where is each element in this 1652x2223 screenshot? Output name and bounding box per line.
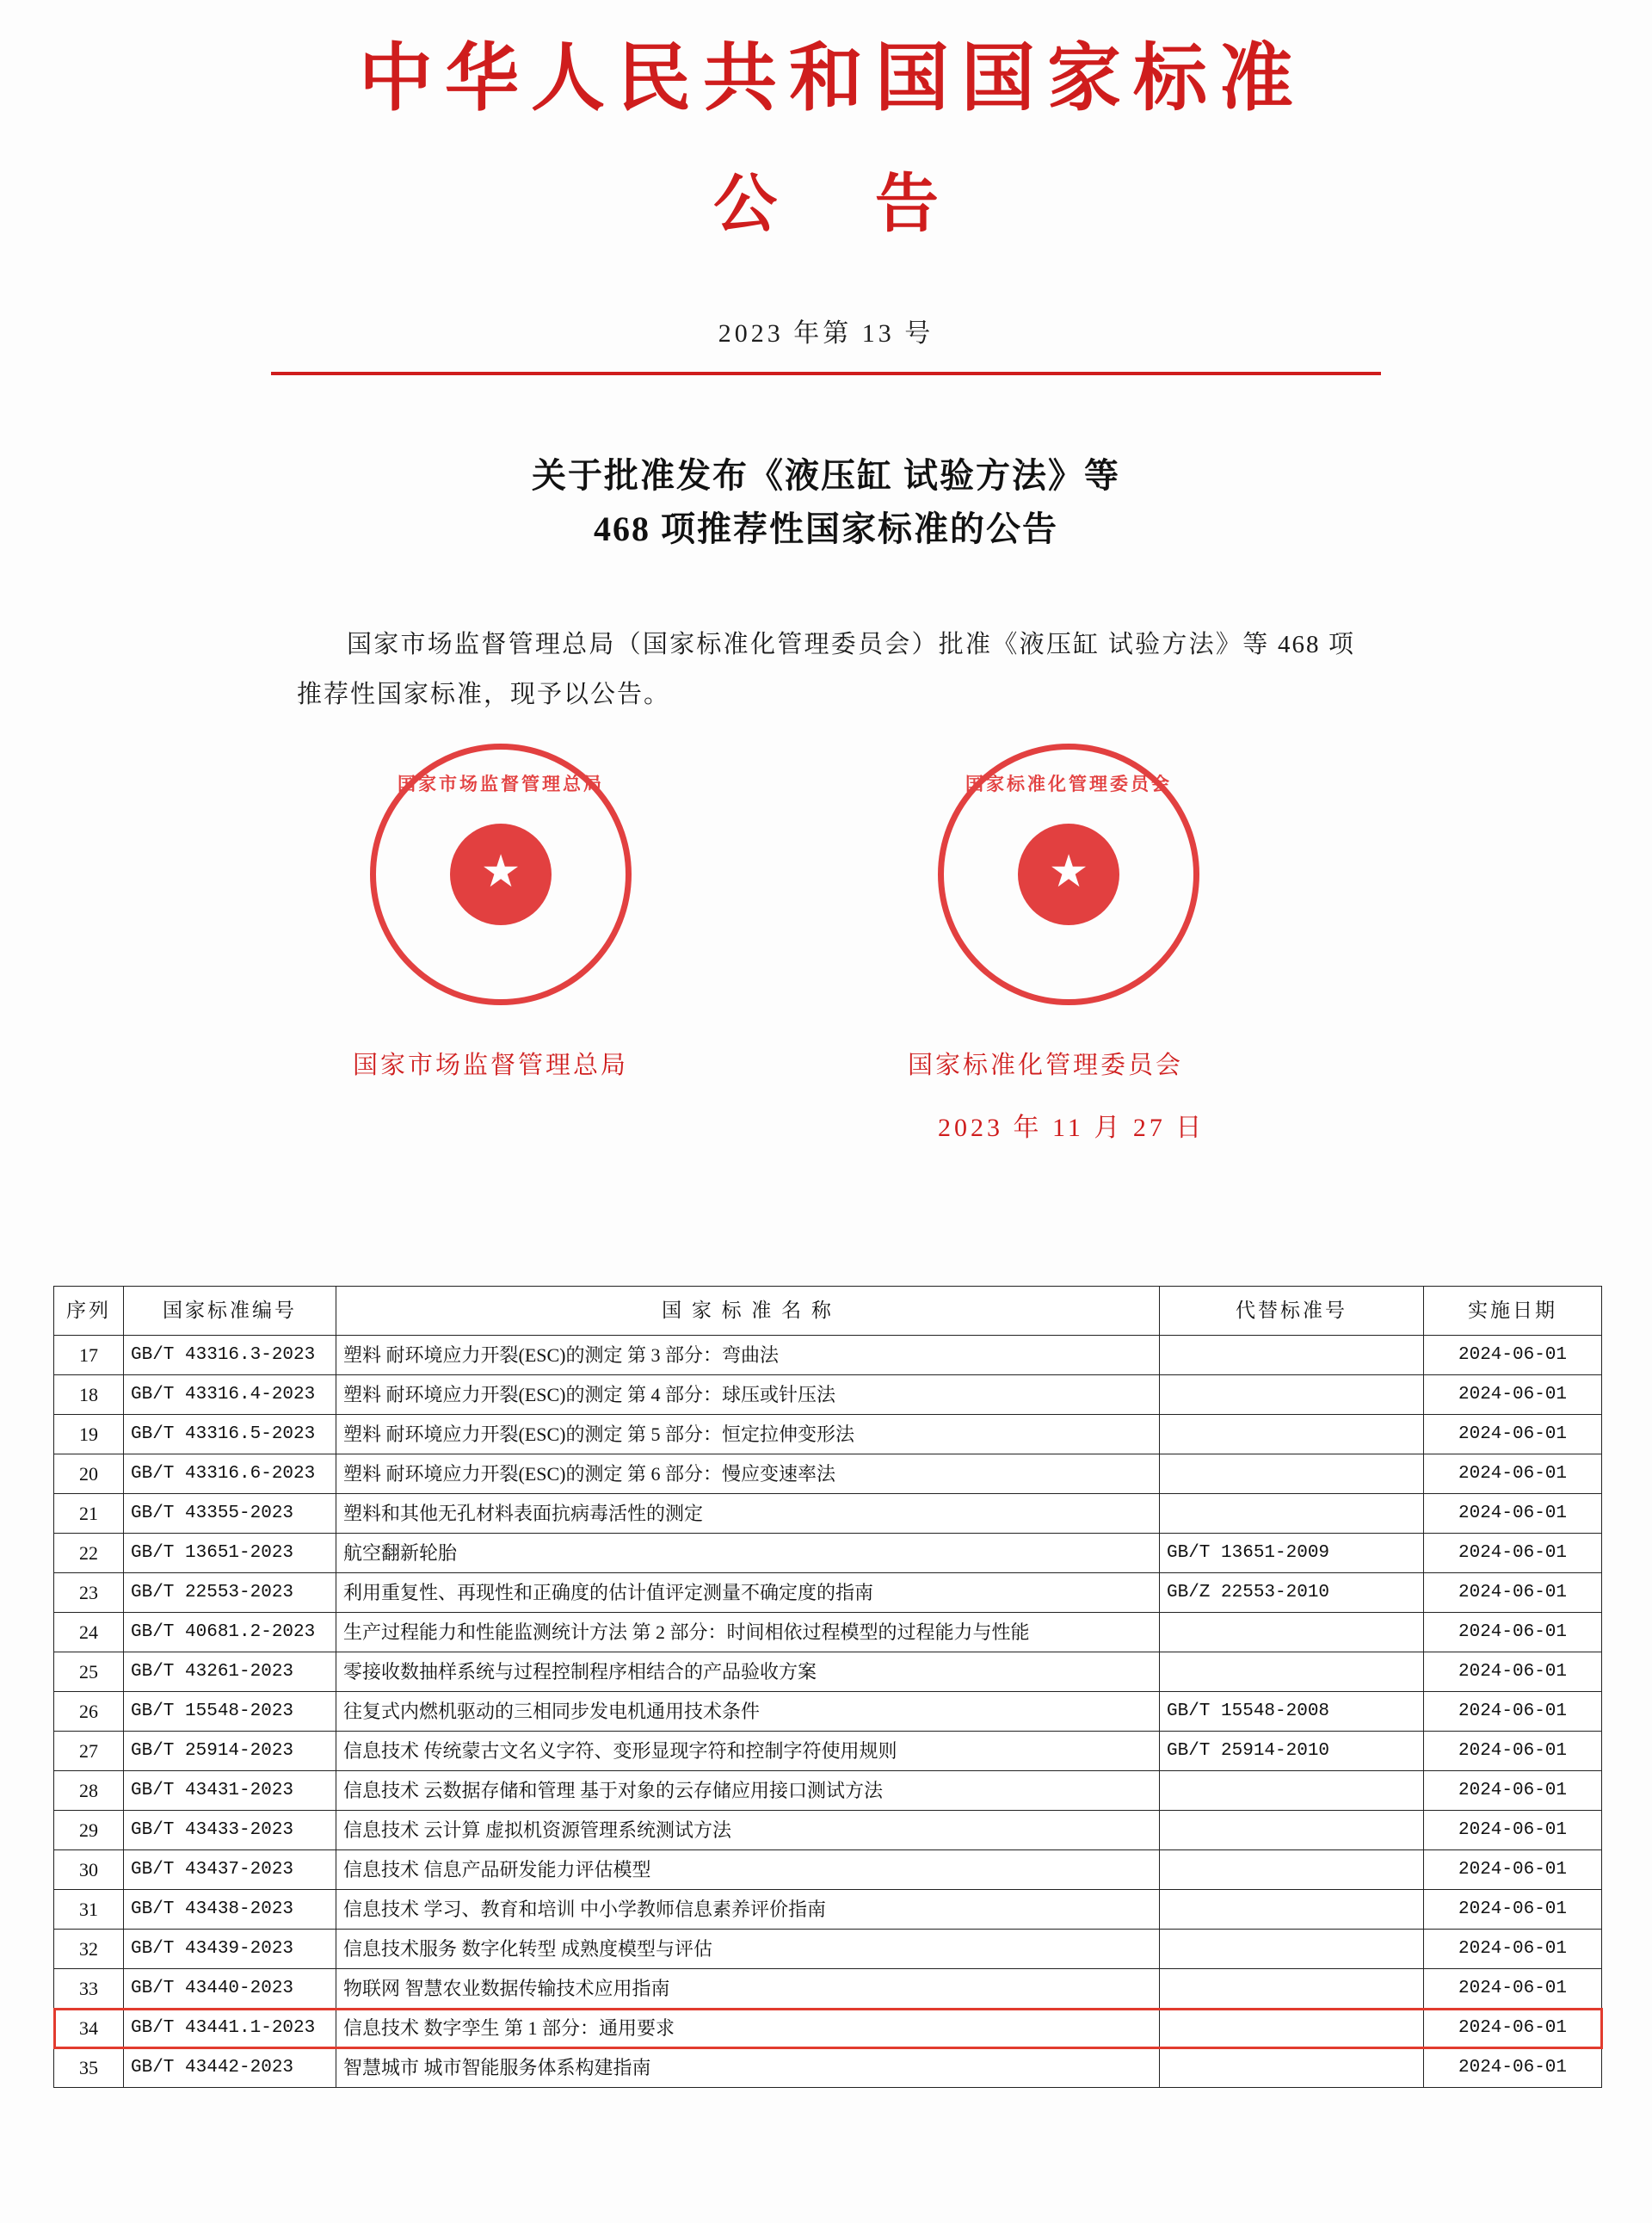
cell-index: 19 <box>54 1415 124 1454</box>
document-header <box>0 0 1652 375</box>
cell-date: 2024-06-01 <box>1424 1850 1602 1890</box>
star-icon: ★ <box>480 848 521 898</box>
cell-replaces <box>1160 1890 1424 1930</box>
seal-standardization-admin <box>938 744 1199 1005</box>
seal-right-text: 国家标准化管理委员会 <box>965 774 1172 795</box>
cell-code: GB/T 15548-2023 <box>124 1692 336 1732</box>
cell-date: 2024-06-01 <box>1424 1573 1602 1613</box>
cell-name: 利用重复性、再现性和正确度的估计值评定测量不确定度的指南 <box>336 1573 1160 1613</box>
cell-date: 2024-06-01 <box>1424 1811 1602 1850</box>
table-row[interactable] <box>54 1534 1602 1573</box>
cell-replaces: GB/Z 22553-2010 <box>1160 1573 1424 1613</box>
cell-index: 17 <box>54 1336 124 1375</box>
cell-replaces <box>1160 1771 1424 1811</box>
cell-replaces <box>1160 1930 1424 1969</box>
cell-date: 2024-06-01 <box>1424 1534 1602 1573</box>
table-header-row <box>54 1287 1602 1336</box>
cell-index: 35 <box>54 2048 124 2088</box>
cell-code: GB/T 43316.5-2023 <box>124 1415 336 1454</box>
cell-code: GB/T 25914-2023 <box>124 1732 336 1771</box>
cell-replaces <box>1160 1375 1424 1415</box>
cell-name: 塑料 耐环境应力开裂(ESC)的测定 第 5 部分：恒定拉伸变形法 <box>336 1415 1160 1454</box>
column-header-index: 序列 <box>54 1287 124 1336</box>
cell-name: 塑料 耐环境应力开裂(ESC)的测定 第 6 部分：慢应变速率法 <box>336 1454 1160 1494</box>
cell-index: 25 <box>54 1652 124 1692</box>
cell-index: 28 <box>54 1771 124 1811</box>
table-row[interactable] <box>54 1692 1602 1732</box>
table-row[interactable] <box>54 1890 1602 1930</box>
table-row[interactable] <box>54 2009 1602 2048</box>
cell-index: 22 <box>54 1534 124 1573</box>
cell-date: 2024-06-01 <box>1424 2009 1602 2048</box>
cell-name: 往复式内燃机驱动的三相同步发电机通用技术条件 <box>336 1692 1160 1732</box>
cell-code: GB/T 43437-2023 <box>124 1850 336 1890</box>
cell-date: 2024-06-01 <box>1424 2048 1602 2088</box>
cell-date: 2024-06-01 <box>1424 1771 1602 1811</box>
cell-replaces <box>1160 1850 1424 1890</box>
cell-code: GB/T 43433-2023 <box>124 1811 336 1850</box>
announcement-title <box>0 449 1652 556</box>
cell-index: 23 <box>54 1573 124 1613</box>
cell-code: GB/T 43431-2023 <box>124 1771 336 1811</box>
cell-index: 20 <box>54 1454 124 1494</box>
cell-name: 信息技术 云数据存储和管理 基于对象的云存储应用接口测试方法 <box>336 1771 1160 1811</box>
table-row[interactable] <box>54 1336 1602 1375</box>
cell-name: 信息技术 信息产品研发能力评估模型 <box>336 1850 1160 1890</box>
cell-name: 信息技术 数字孪生 第 1 部分：通用要求 <box>336 2009 1160 2048</box>
cell-name: 信息技术 学习、教育和培训 中小学教师信息素养评价指南 <box>336 1890 1160 1930</box>
cell-code: GB/T 40681.2-2023 <box>124 1613 336 1652</box>
cell-replaces: GB/T 15548-2008 <box>1160 1692 1424 1732</box>
cell-index: 27 <box>54 1732 124 1771</box>
cell-code: GB/T 43441.1-2023 <box>124 2009 336 2048</box>
cell-code: GB/T 43438-2023 <box>124 1890 336 1930</box>
cell-name: 信息技术服务 数字化转型 成熟度模型与评估 <box>336 1930 1160 1969</box>
document-subtitle: 公 告 <box>713 167 977 242</box>
table-row[interactable] <box>54 1613 1602 1652</box>
cell-name: 塑料和其他无孔材料表面抗病毒活性的测定 <box>336 1494 1160 1534</box>
cell-index: 29 <box>54 1811 124 1850</box>
table-row[interactable] <box>54 1850 1602 1890</box>
table-row[interactable] <box>54 1375 1602 1415</box>
cell-index: 34 <box>54 2009 124 2048</box>
page-title: 中华人民共和国国家标准 <box>359 34 1305 121</box>
cell-code: GB/T 43316.3-2023 <box>124 1336 336 1375</box>
table-row[interactable] <box>54 1652 1602 1692</box>
cell-replaces: GB/T 25914-2010 <box>1160 1732 1424 1771</box>
table-row[interactable] <box>54 1415 1602 1454</box>
cell-code: GB/T 22553-2023 <box>124 1573 336 1613</box>
cell-date: 2024-06-01 <box>1424 1494 1602 1534</box>
table-row[interactable] <box>54 2048 1602 2088</box>
table-row[interactable] <box>54 1494 1602 1534</box>
cell-name: 物联网 智慧农业数据传输技术应用指南 <box>336 1969 1160 2009</box>
cell-code: GB/T 13651-2023 <box>124 1534 336 1573</box>
standards-table <box>53 1286 1602 2088</box>
cell-index: 21 <box>54 1494 124 1534</box>
cell-code: GB/T 43316.6-2023 <box>124 1454 336 1494</box>
cell-code: GB/T 43316.4-2023 <box>124 1375 336 1415</box>
cell-index: 26 <box>54 1692 124 1732</box>
seal-area <box>0 735 1652 1019</box>
cell-replaces <box>1160 1336 1424 1375</box>
announcement-title-line-2: 468 项推荐性国家标准的公告 <box>594 509 1058 549</box>
table-row[interactable] <box>54 1454 1602 1494</box>
cell-replaces <box>1160 1494 1424 1534</box>
standards-table-wrapper <box>53 1286 1602 2088</box>
cell-replaces <box>1160 1454 1424 1494</box>
cell-index: 30 <box>54 1850 124 1890</box>
cell-replaces <box>1160 1613 1424 1652</box>
cell-date: 2024-06-01 <box>1424 1652 1602 1692</box>
seal-market-regulation <box>370 744 632 1005</box>
cell-name: 塑料 耐环境应力开裂(ESC)的测定 第 3 部分：弯曲法 <box>336 1336 1160 1375</box>
table-row[interactable] <box>54 1811 1602 1850</box>
column-header-date: 实施日期 <box>1424 1287 1602 1336</box>
cell-replaces <box>1160 1652 1424 1692</box>
cell-name: 航空翻新轮胎 <box>336 1534 1160 1573</box>
cell-date: 2024-06-01 <box>1424 1890 1602 1930</box>
cell-code: GB/T 43442-2023 <box>124 2048 336 2088</box>
cell-date: 2024-06-01 <box>1424 1732 1602 1771</box>
issue-number: 2023 年第 13 号 <box>718 319 934 349</box>
seal-left-caption: 国家市场监督管理总局 <box>353 1052 629 1079</box>
cell-replaces <box>1160 2048 1424 2088</box>
table-row[interactable] <box>54 1732 1602 1771</box>
column-header-name: 国 家 标 准 名 称 <box>336 1287 1160 1336</box>
announcement-title-line-1: 关于批准发布《液压缸 试验方法》等 <box>532 456 1120 496</box>
cell-replaces <box>1160 2009 1424 2048</box>
cell-date: 2024-06-01 <box>1424 1930 1602 1969</box>
column-header-replaces: 代替标准号 <box>1160 1287 1424 1336</box>
cell-name: 智慧城市 城市智能服务体系构建指南 <box>336 2048 1160 2088</box>
cell-date: 2024-06-01 <box>1424 1454 1602 1494</box>
table-body <box>54 1336 1602 2088</box>
column-header-code: 国家标准编号 <box>124 1287 336 1336</box>
announcement-body: 国家市场监督管理总局（国家标准化管理委员会）批准《液压缸 试验方法》等 468 项推荐性国家标准，现予以公告。 <box>297 631 1355 709</box>
cell-replaces <box>1160 1415 1424 1454</box>
cell-date: 2024-06-01 <box>1424 1336 1602 1375</box>
cell-date: 2024-06-01 <box>1424 1692 1602 1732</box>
cell-name: 生产过程能力和性能监测统计方法 第 2 部分：时间相依过程模型的过程能力与性能 <box>336 1613 1160 1652</box>
cell-index: 31 <box>54 1890 124 1930</box>
cell-replaces <box>1160 1969 1424 2009</box>
cell-code: GB/T 43439-2023 <box>124 1930 336 1969</box>
cell-code: GB/T 43355-2023 <box>124 1494 336 1534</box>
seal-left-text: 国家市场监督管理总局 <box>398 774 604 795</box>
cell-code: GB/T 43261-2023 <box>124 1652 336 1692</box>
cell-code: GB/T 43440-2023 <box>124 1969 336 2009</box>
seal-right-caption: 国家标准化管理委员会 <box>908 1052 1184 1079</box>
star-icon: ★ <box>1048 848 1089 898</box>
cell-date: 2024-06-01 <box>1424 1969 1602 2009</box>
cell-name: 塑料 耐环境应力开裂(ESC)的测定 第 4 部分：球压或针压法 <box>336 1375 1160 1415</box>
table-row[interactable] <box>54 1930 1602 1969</box>
cell-replaces: GB/T 13651-2009 <box>1160 1534 1424 1573</box>
cell-name: 零接收数抽样系统与过程控制程序相结合的产品验收方案 <box>336 1652 1160 1692</box>
cell-date: 2024-06-01 <box>1424 1375 1602 1415</box>
cell-name: 信息技术 云计算 虚拟机资源管理系统测试方法 <box>336 1811 1160 1850</box>
seal-date: 2023 年 11 月 27 日 <box>938 1114 1205 1142</box>
table-row[interactable] <box>54 1771 1602 1811</box>
table-row[interactable] <box>54 1969 1602 2009</box>
cell-index: 24 <box>54 1613 124 1652</box>
cell-index: 32 <box>54 1930 124 1969</box>
cell-replaces <box>1160 1811 1424 1850</box>
cell-index: 33 <box>54 1969 124 2009</box>
divider-rule <box>271 372 1381 375</box>
cell-date: 2024-06-01 <box>1424 1415 1602 1454</box>
table-row[interactable] <box>54 1573 1602 1613</box>
cell-date: 2024-06-01 <box>1424 1613 1602 1652</box>
cell-name: 信息技术 传统蒙古文名义字符、变形显现字符和控制字符使用规则 <box>336 1732 1160 1771</box>
cell-index: 18 <box>54 1375 124 1415</box>
